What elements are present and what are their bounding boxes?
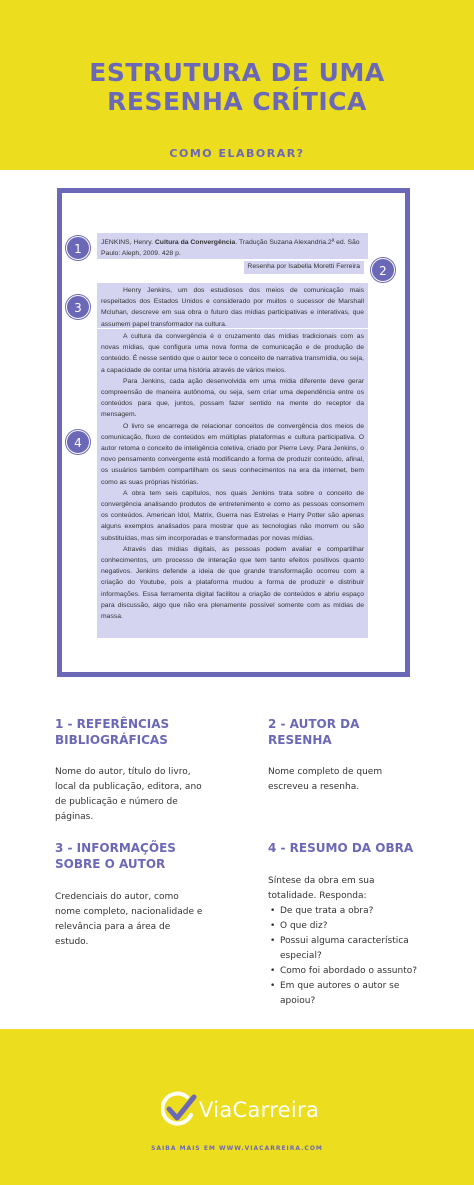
badge-3: 3 — [66, 295, 90, 319]
summary-text — [101, 331, 364, 622]
review-byline: Resenha por Isabella Moretti Ferreira — [247, 263, 360, 270]
footer-tagline[interactable]: SAIBA MAIS EM WWW.VIACARREIRA.COM — [151, 1145, 323, 1152]
badge-4: 4 — [66, 430, 90, 454]
list-item: • Como foi abordado o assunto? — [268, 964, 418, 979]
reference-title: Cultura da Convergência — [154, 239, 236, 246]
viacarreira-logo[interactable] — [161, 1090, 319, 1130]
section-4-intro: Síntese da obra em sua totalidade. Responda: — [268, 876, 375, 901]
logo-text: ViaCarreira — [199, 1098, 320, 1122]
question-list — [268, 904, 418, 1009]
bibliographic-reference — [101, 237, 364, 259]
badge-1: 1 — [66, 236, 90, 260]
section-1-title: 1 - REFERÊNCIAS BIBLIOGRÁFICAS — [55, 717, 170, 747]
page-subtitle: COMO ELABORAR? — [169, 147, 305, 160]
section-4-body — [268, 874, 418, 1009]
checkmark-logo-icon — [161, 1091, 197, 1129]
section-1-body: Nome do autor, título do livro, local da publicação, editora, ano de publicação e número de páginas. — [55, 767, 202, 822]
section-3-body: Credenciais do autor, como nome completo, nacionalidade e relevância para a área de estudo. — [55, 892, 203, 947]
reference-details: . Tradução Suzana Alexandria.2ª ed. São Paulo: Aleph, 2009. 428 p. — [101, 239, 360, 257]
section-2-body: Nome completo de quem escreveu a resenha. — [268, 767, 383, 792]
summary-paragraph: A obra tem seis capítulos, nos quais Jenkins trata sobre o conceito de convergência analisando produtos de entretenimento e como as pessoas consomem os conteúdos. American Idol, Matrix, Guerra nas Estrelas e Harry Potter são apenas alguns exemplos analisados para mostrar que as tecnologias não morrem ou são substituídas, mas sim incorporadas e transformadas por novas mídias. — [101, 489, 364, 542]
summary-paragraph: Através das mídias digitais, as pessoas podem avaliar e compartilhar conhecimentos, um processo de interação que tem tanto efeitos positivos quanto negativos. Jenkins defende a ideia de que grande transformação ocorreu com a criação do Youtube, pois a plataforma mudou a forma de produzir e distribuir informações. Essa ferramenta digital facilitou a criação de conteúdos e abriu espaço para discussão, algo que não era plenamente possível somente com as mídias de massa. — [101, 545, 364, 621]
section-3-title: 3 - INFORMAÇÕES SOBRE O AUTOR — [55, 841, 176, 871]
section-4-title: 4 - RESUMO DA OBRA — [268, 841, 414, 855]
summary-paragraph: A cultura da convergência é o cruzamento das mídias tradicionais com as novas mídias, que configura uma nova forma de comunicação e de produção de conteúdo. É nesse sentido que o autor tece o conceito de narrativa transmídia, ou seja, a capacidade de contar uma história através de vários meios. — [101, 333, 364, 374]
section-2-title: 2 - AUTOR DA RESENHA — [268, 717, 360, 747]
list-item: • Possui alguma característica especial? — [268, 934, 418, 964]
author-paragraph: Henry Jenkins, um dos estudiosos dos meios de comunicação mais respeitados dos Estados Unidos e considerado por muitos o sucessor de Marshall Mcluhan, descreve em sua obra o futuro das mídias participativas e interativas, que assumem papel transformador na cultura. — [101, 287, 364, 328]
page-title: ESTRUTURA DE UMA RESENHA CRÍTICA — [89, 58, 385, 116]
summary-paragraph: O livro se encarrega de relacionar conceitos de convergência dos meios de comunicação, fluxo de conteúdos em múltiplas plataformas e cultura participativa. O autor retoma o conceito de inteligência coletiva, criado por Pierre Levy. Para Jenkins, o novo pensamento convergente está modificando a forma de produzir conteúdo, afinal, os usuários também compartilham os seus conhecimentos na era da internet, bem como as suas próprias histórias. — [101, 422, 364, 486]
reference-author: JENKINS, Henry. — [101, 239, 155, 246]
summary-paragraph: Para Jenkins, cada ação desenvolvida em uma mídia diferente deve gerar compreensão de maneira autônoma, ou seja, sem criar uma dependência entre os conteúdos para que, juntos, possam fazer sentido na mente do receptor da mensagem. — [101, 377, 364, 419]
list-item: • Em que autores o autor se apoiou? — [268, 979, 418, 1009]
list-item: • O que diz? — [268, 919, 418, 934]
author-info-text — [101, 285, 364, 330]
list-item: • De que trata a obra? — [268, 904, 418, 919]
badge-2: 2 — [371, 258, 395, 282]
